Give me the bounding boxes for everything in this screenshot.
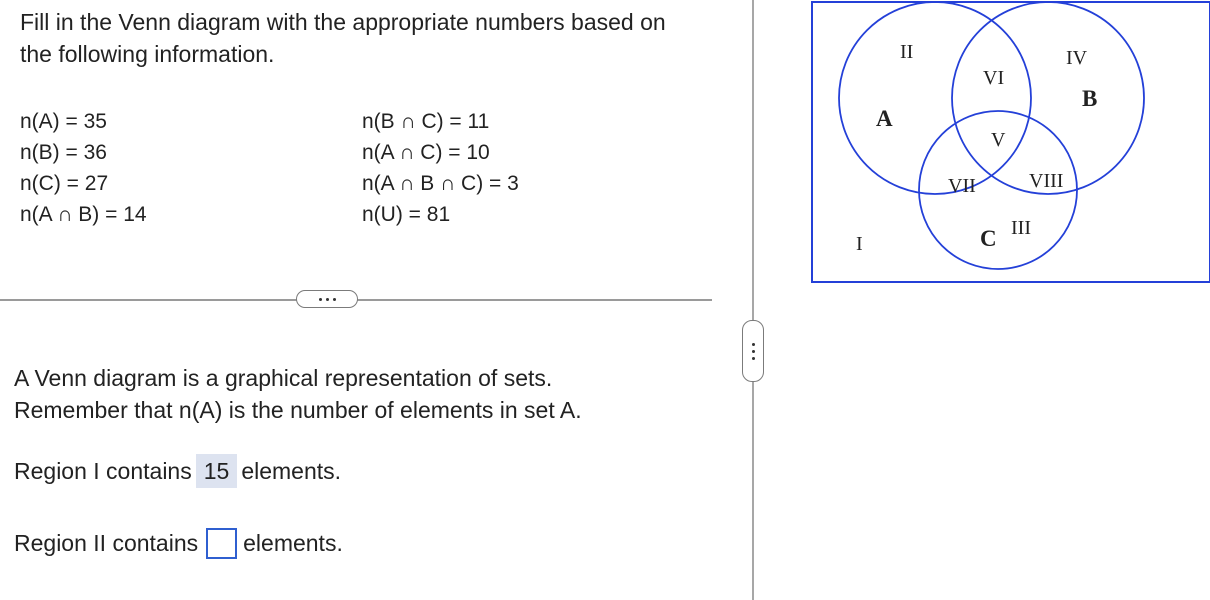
region-2-suffix: elements.: [243, 530, 343, 556]
given-n-u: n(U) = 81: [362, 203, 451, 226]
set-b-circle: [952, 2, 1144, 194]
region-1-answer: 15: [196, 454, 238, 488]
given-n-c: n(C) = 27: [20, 172, 109, 195]
region-label-viii: VIII: [1029, 170, 1064, 192]
region-label-iv: IV: [1066, 47, 1088, 69]
set-a-label: A: [876, 106, 893, 131]
set-a-circle: [839, 2, 1031, 194]
hint-line-1: A Venn diagram is a graphical representation of sets.: [14, 365, 553, 391]
universe-rectangle: [812, 2, 1210, 282]
region-label-ii: II: [900, 41, 914, 63]
set-c-label: C: [980, 226, 997, 251]
given-n-a-and-b: n(A ∩ B) = 14: [20, 203, 147, 226]
given-n-b: n(B) = 36: [20, 141, 107, 164]
region-label-iii: III: [1011, 217, 1031, 239]
region-1-suffix: elements.: [241, 458, 342, 484]
region-label-vi: VI: [983, 67, 1005, 89]
region-label-vii: VII: [948, 175, 976, 197]
region-label-v: V: [991, 129, 1006, 151]
problem-prompt: Fill in the Venn diagram with the appropriate numbers based on the following information.: [20, 9, 666, 67]
region-1-prefix: Region I contains: [14, 458, 192, 484]
given-n-a-and-c: n(A ∩ C) = 10: [362, 141, 490, 164]
hint-line-2: Remember that n(A) is the number of elements in set A.: [14, 397, 582, 423]
given-n-a: n(A) = 35: [20, 110, 107, 133]
region-2-prefix: Region II contains: [14, 530, 199, 556]
given-n-b-and-c: n(B ∩ C) = 11: [362, 110, 490, 133]
given-n-a-b-c: n(A ∩ B ∩ C) = 3: [362, 172, 519, 195]
region-label-i: I: [856, 233, 863, 255]
set-b-label: B: [1082, 86, 1098, 111]
